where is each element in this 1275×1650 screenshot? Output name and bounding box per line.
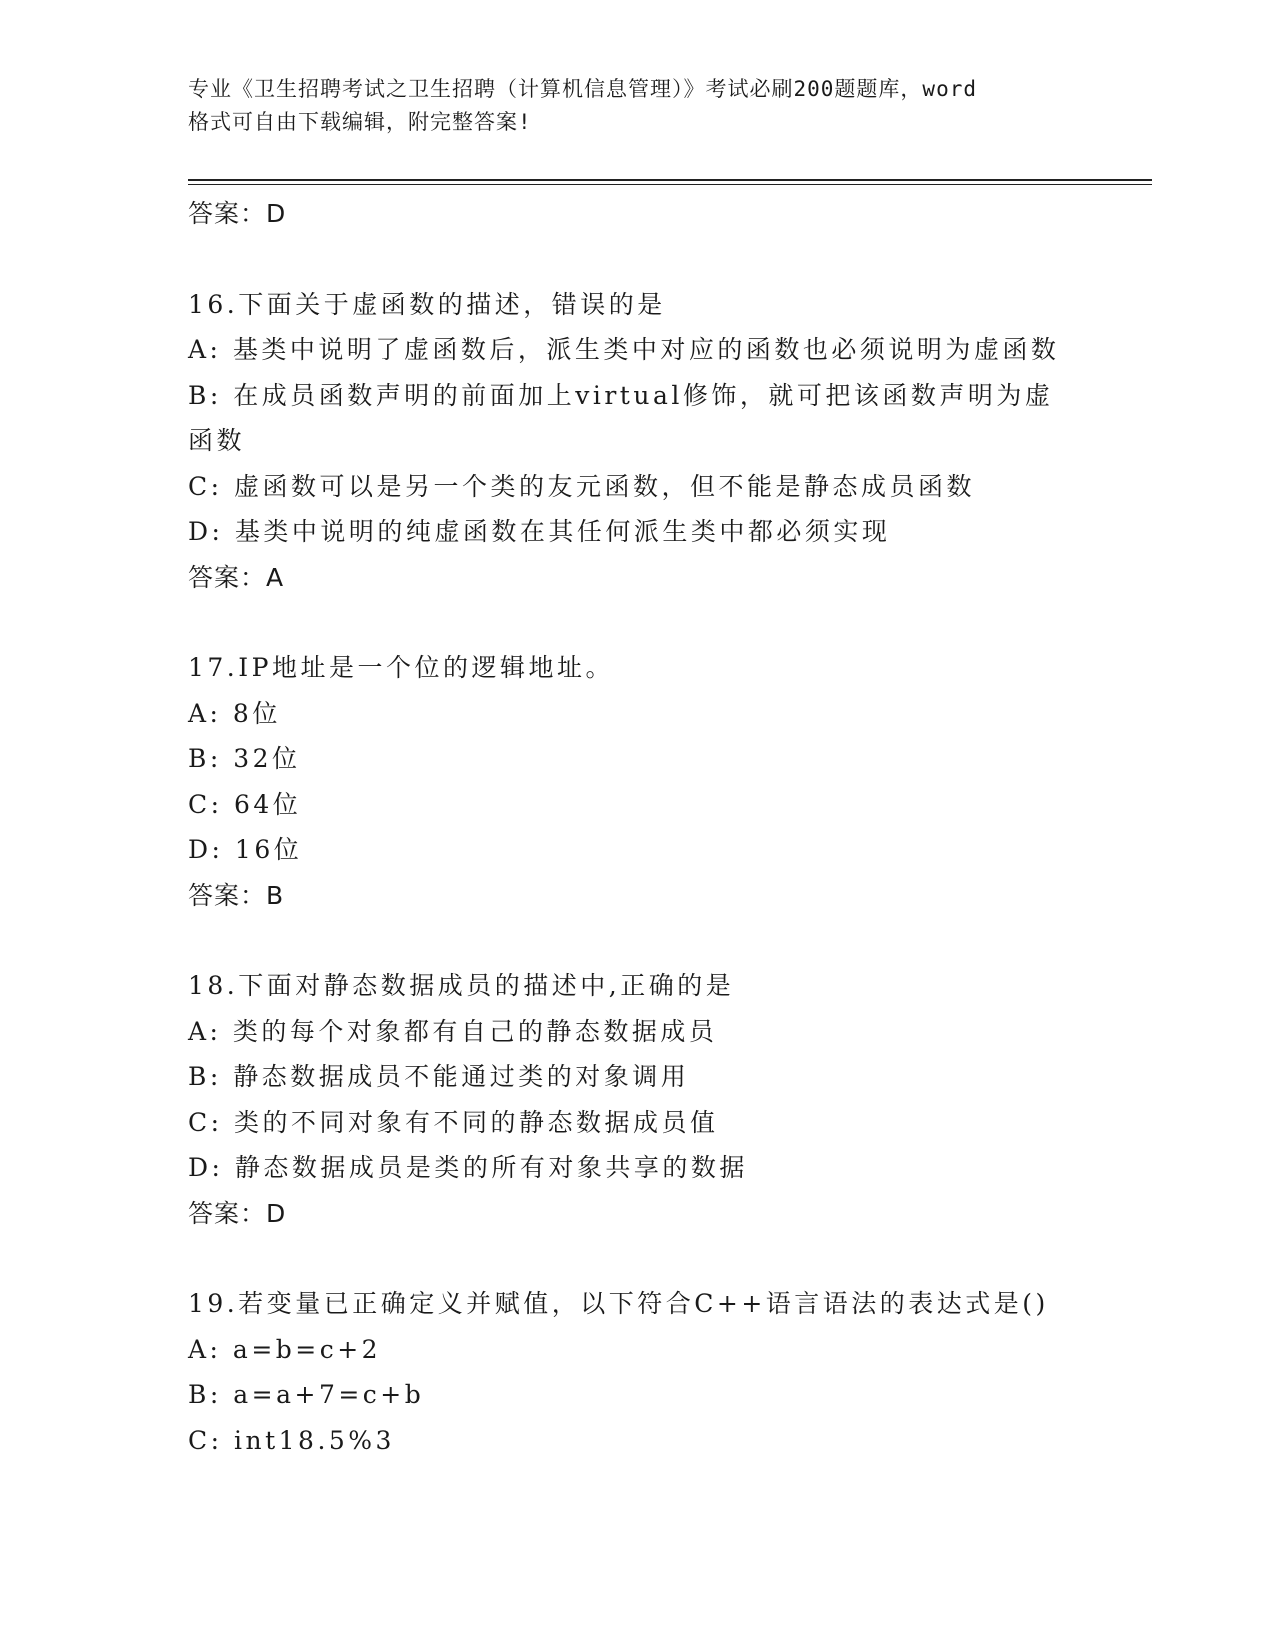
- spacer: [188, 237, 1088, 282]
- option-d: D: 基类中说明的纯虚函数在其任何派生类中都必须实现: [188, 517, 891, 546]
- answer: 答案：A: [188, 562, 285, 592]
- option-c: C: 虚函数可以是另一个类的友元函数，但不能是静态成员函数: [188, 471, 976, 501]
- option-d: D: 静态数据成员是类的所有对象共享的数据: [188, 1153, 748, 1182]
- option-b: B: 静态数据成员不能通过类的对象调用: [188, 1062, 690, 1091]
- option-a: A: 8位: [188, 698, 281, 728]
- question-list: [188, 191, 1088, 1463]
- option-a: A: 类的每个对象都有自己的静态数据成员: [188, 1016, 718, 1046]
- option-c: C: 类的不同对象有不同的静态数据成员值: [188, 1107, 719, 1137]
- spacer: [188, 918, 1088, 963]
- spacer: [188, 1236, 1088, 1281]
- question-16: [188, 282, 1088, 601]
- option-b-continued: 函数: [188, 426, 246, 455]
- question-17: [188, 645, 1088, 918]
- document-header: [188, 73, 1088, 139]
- header-rule-thick: [188, 179, 1152, 181]
- header-rule-thin: [188, 184, 1152, 185]
- question-18: [188, 963, 1088, 1236]
- answer: 答案：B: [188, 880, 285, 910]
- header-line-2: 格式可自由下载编辑，附完整答案!: [188, 110, 532, 134]
- option-c: C: int18.5%3: [188, 1425, 395, 1455]
- question-stem: 16.下面关于虚函数的描述，错误的是: [188, 289, 666, 319]
- header-line-1: 专业《卫生招聘考试之卫生招聘（计算机信息管理）》考试必刷200题题库，word: [188, 77, 977, 101]
- option-d: D: 16位: [188, 835, 303, 864]
- previous-answer: 答案：D: [188, 199, 287, 228]
- option-a: A: 基类中说明了虚函数后，派生类中对应的函数也必须说明为虚函数: [188, 335, 1060, 364]
- question-stem: 17.IP地址是一个位的逻辑地址。: [188, 653, 614, 682]
- option-b: B: 在成员函数声明的前面加上virtual修饰，就可把该函数声明为虚: [188, 380, 1054, 410]
- question-stem: 19.若变量已正确定义并赋值，以下符合C++语言语法的表达式是(): [188, 1289, 1049, 1318]
- option-b: B: a=a+7=c+b: [188, 1380, 425, 1409]
- option-b: B: 32位: [188, 744, 301, 773]
- answer: 答案：D: [188, 1198, 287, 1228]
- option-a: A: a=b=c+2: [188, 1334, 382, 1364]
- question-stem: 18.下面对静态数据成员的描述中,正确的是: [188, 971, 735, 1000]
- option-c: C: 64位: [188, 789, 302, 819]
- spacer: [188, 600, 1088, 645]
- question-19: [188, 1281, 1088, 1463]
